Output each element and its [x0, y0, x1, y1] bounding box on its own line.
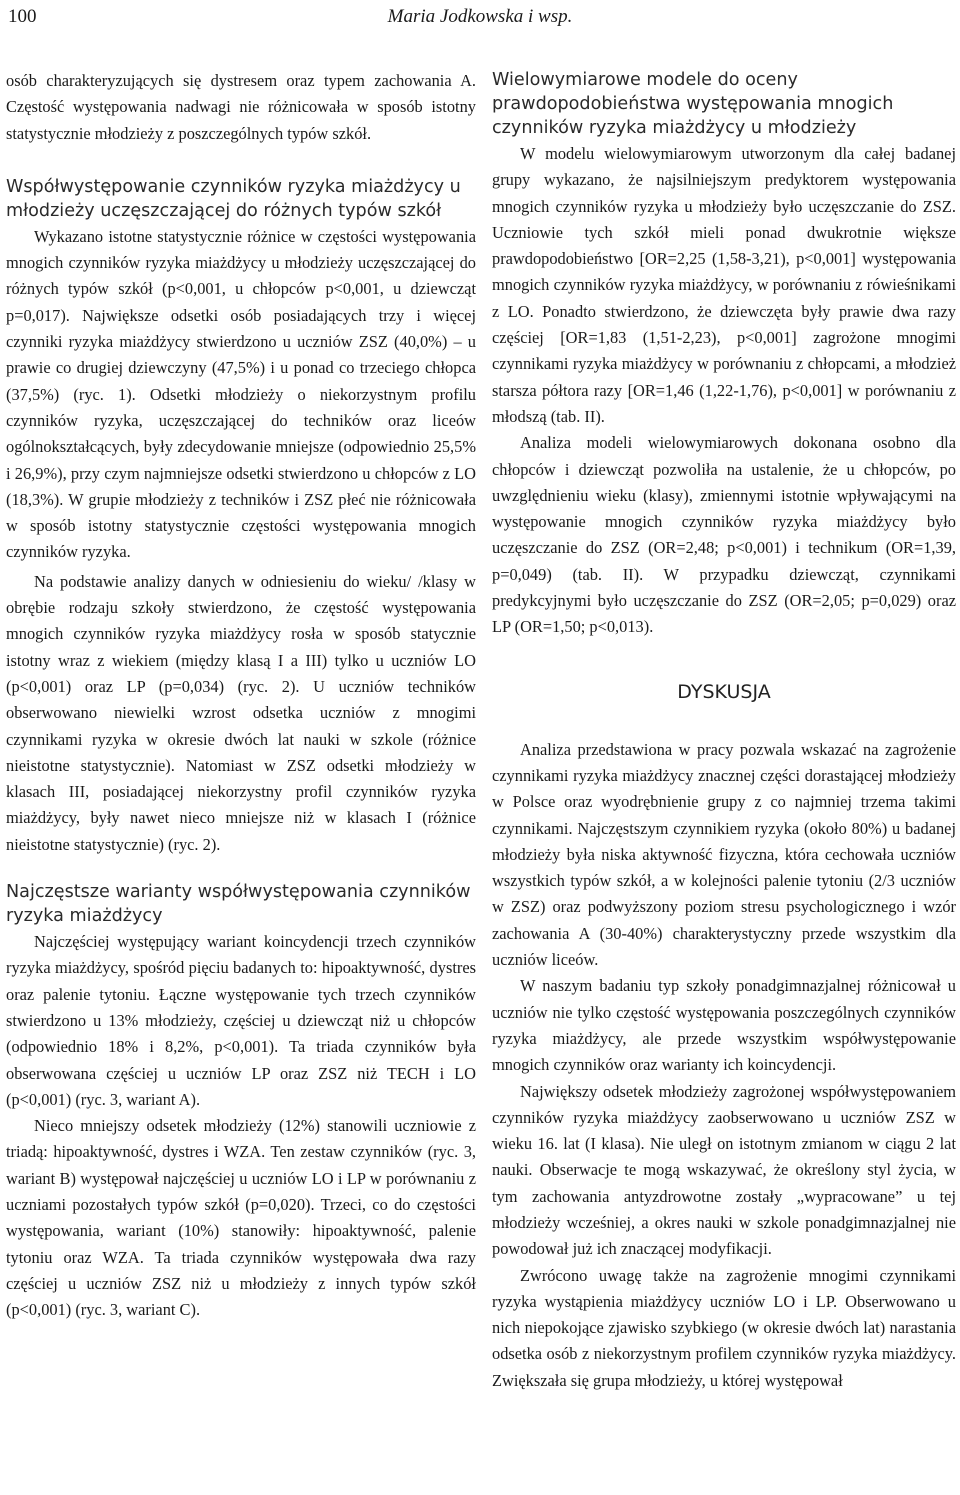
section-heading-models: Wielowymiarowe modele do oceny prawdopodobieństwa występowania mnogich czynników ryzyka miażdżycy u młodzieży [492, 70, 894, 138]
paragraph: Najczęściej występujący wariant koincydencji trzech czynników ryzyka miażdżycy, spośród pięciu badanych to: hipoaktywność, dystres oraz palenie tytoniu. Łączne występowanie tych trzech czynników stwierdzono u 13% młodzieży, częściej u dziewcząt niż u chłopców (odpowiednio 18% i 8,2%, p<0,001). Ta triada czynników była obserwowana częściej u uczniów LP oraz ZSZ niż TECH i LO (p<0,001) (ryc. 3, wariant A). [6, 932, 476, 1109]
left-column [6, 68, 476, 1323]
paragraph: Zwrócono uwagę także na zagrożenie mnogimi czynnikami ryzyka wystąpienia miażdżycy uczniów LO i LP. Obserwowano u nich niepokojące zjawisko szybkiego (w okresie dwóch lat) narastania odsetka osób z niekorzystnym profilem czynników ryzyka miażdżycy. Zwiększała się grupa młodzieży, u której występował [492, 1265, 956, 1390]
paragraph: Analiza modeli wielowymiarowych dokonana osobno dla chłopców i dziewcząt pozwoliła na ustalenie, że u chłopców, po uwzględnieniu wieku (klasy), zmiennymi istotnie wpływającymi na występowanie mnogich czynników ryzyka miażdżycy było uczęszczanie do ZSZ (OR=2,48; p<0,001) i technikum (OR=1,39, p=0,049) (tab. II). W przypadku dziewcząt, czynnikami predykcyjnymi było uczęszczanie do ZSZ (OR=2,05; p=0,029) oraz LP (OR=1,50; p<0,013). [492, 433, 956, 637]
paragraph-continuation: osób charakteryzujących się dystresem oraz typem zachowania A. Częstość występowania nadwagi nie różnicowała w sposób istotny statystycznie młodzieży z poszczególnych typów szkół. [6, 71, 476, 143]
paragraph: Analiza przedstawiona w pracy pozwala wskazać na zagrożenie czynnikami ryzyka miażdżycy znacznej części dorastającej młodzieży w Polsce oraz wyodrębnienie grupy z co najmniej trzema takimi czynnikami. Najczęstszym czynnikiem ryzyka (około 80%) u badanej młodzieży była niska aktywność fizyczna, która cechowała uczniów wszystkich typów szkół, a w kolejności palenie tytoniu (2/3 uczniów w ZSZ) oraz podwyższony poziom stresu psychologicznego i wzór zachowania A (30-40%) charakterystyczny przede wszystkim dla uczniów liceów. [492, 739, 956, 970]
paragraph: Nieco mniejszy odsetek młodzieży (12%) stanowili uczniowie z triadą: hipoaktywność, dystres i WZA. Ten zestaw czynników (ryc. 3, wariant B) występował najczęściej u uczniów LO i LP w porównaniu z uczniami pozostałych typów szkół (p=0,020). Trzeci, co do częstości występowania, wariant (10%) stanowiły: hipoaktywność, palenie tytoniu oraz WZA. Ta triada czynników występowała dwa razy częściej u uczniów ZSZ niż u młodzieży z innych typów szkół (p<0,001) (ryc. 3, wariant C). [6, 1116, 476, 1320]
paragraph: W naszym badaniu typ szkoły ponadgimnazjalnej różnicował u uczniów nie tylko częstość występowania poszczególnych czynników ryzyka miażdżycy, ale przede wszystkim współwystępowanie mnogich czynników oraz warianty ich koincydencji. [492, 976, 956, 1075]
section-heading-discussion: DYSKUSJA [677, 680, 771, 703]
page-header [0, 6, 960, 36]
paragraph: Największy odsetek młodzieży zagrożonej współwystępowaniem czynników ryzyka miażdżycy zaobserwowano u uczniów ZSZ w wieku 16. lat (I klasa). Nie uległ on istotnym zmianom w ciągu 2 lat nauki. Obserwacje te mogą wskazywać, że określony styl życia, w tym zachowania antyzdrowotne zostały „wypracowane” u tej młodzieży wcześniej, a okres nauki w szkole ponadgimnazjalnej nie powodował już ich znaczącej modyfikacji. [492, 1081, 956, 1259]
paragraph: W modelu wielowymiarowym utworzonym dla całej badanej grupy wykazano, że najsilniejszym predyktorem występowania mnogich czynników ryzyka u młodzieży było uczęszczanie do ZSZ. Uczniowie tych szkół mieli ponad dwukrotnie większe prawdopodobieństwo [OR=2,25 (1,58-3,21), p<0,001] występowania mnogich czynników ryzyka miażdżycy, w porównaniu z rówieśnikami z LO. Ponadto stwierdzono, że dziewczęta były prawie dwa razy częściej [OR=1,83 (1,51-2,23), p<0,001] zagrożone mnogimi czynnikami ryzyka miażdżycy w porównaniu z chłopcami, a młodzież starsza półtora razy [OR=1,46 (1,22-1,76), p<0,001] w porównaniu z młodszą (tab. II). [492, 144, 956, 426]
paragraph: Na podstawie analizy danych w odniesieniu do wieku/ /klasy w obrębie rodzaju szkoły stwierdzono, że częstość występowania mnogich czynników ryzyka miażdżycy rosła w sposób statycznie istotny wraz z wiekiem (między klasą I a III) tylko u uczniów LO (p<0,001) oraz LP (p=0,034) (ryc. 2). U uczniów techników obserwowano niewielki wzrost odsetka uczniów z mnogimi czynnikami ryzyka w okresie dwóch lat nauki w szkole (różnice nieistotne statystycznie). Natomiast w ZSZ odsetki młodzieży w klasach III, posiadającej niekorzystny profil czynników ryzyka miażdżycy, były nawet nieco mniejsze niż w klasach I (różnice nieistotne statystycznie) (ryc. 2). [6, 571, 476, 854]
page-number: 100 [8, 6, 37, 27]
section-heading-variants: Najczęstsze warianty współwystępowania czynników ryzyka miażdżycy [6, 882, 471, 927]
right-column [492, 68, 956, 1394]
paragraph: Wykazano istotne statystycznie różnice w częstości występowania mnogich czynników ryzyka miażdżycy u młodzieży uczęszczającej do różnych typów szkół (p<0,001, u chłopców p<0,001, u dziewcząt p=0,017). Największe odsetki osób posiadających trzy i więcej czynniki ryzyka miażdżycy stwierdzono u uczniów ZSZ (40,0%) – u prawie co drugiej dziewczyny (47,5%) i u ponad co trzeciego chłopca (37,5%) (ryc. 1). Odsetki młodzieży o niekorzystnym profilu czynników ryzyka, uczęszczającej do techników oraz liceów ogólnokształcących, były zdecydowanie mniejsze (odpowiednio 25,5% i 26,9%), przy czym najmniejsze odsetki stwierdzono u chłopców z LO (18,3%). W grupie młodzieży z techników i ZSZ płeć nie różnicowała w sposób istotny statystycznie częstości występowania mnogich czynników ryzyka. [6, 226, 476, 562]
running-title: Maria Jodkowska i wsp. [387, 6, 573, 27]
section-heading-school-types: Współwystępowanie czynników ryzyka miażdżycy u młodzieży uczęszczającej do różnych typów szkół [6, 176, 461, 221]
